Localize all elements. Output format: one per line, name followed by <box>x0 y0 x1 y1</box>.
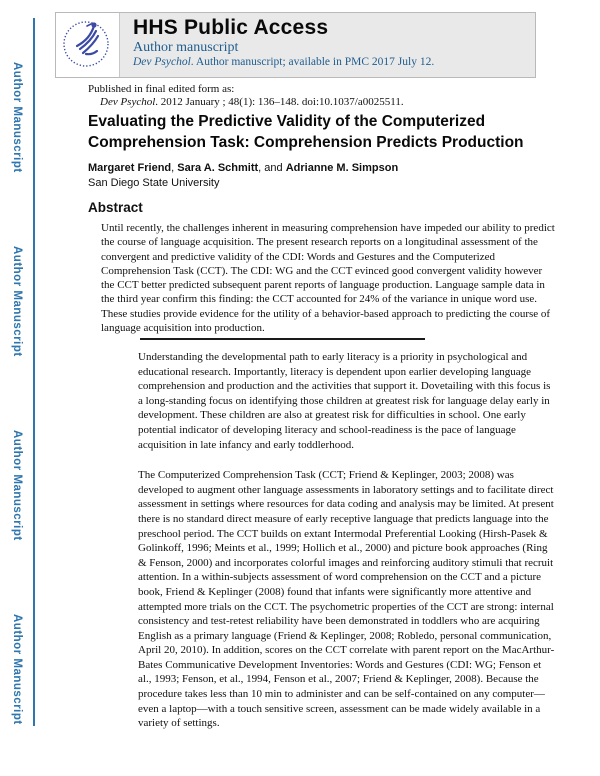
body-paragraph: Understanding the developmental path to early literacy is a priority in psychological and educational research. Importantly, literacy is dependent upon earlier developing language comprehension and production and the activities that support it. Dovetailing with this focus is a long-standing focus on identifying those children at greatest risk for language delay early in development. These children are also at greatest risk for difficulties in school. One early potential indicator of developing literacy and school-readiness is the pace of language acquisition in late infancy and early toddlerhood. <box>138 351 551 451</box>
header-subtitle: Author manuscript <box>133 40 239 55</box>
abstract-heading: Abstract <box>88 200 143 215</box>
author-name: Margaret Friend <box>88 162 172 174</box>
hhs-header-banner <box>55 12 536 78</box>
author-separator: , <box>171 162 178 174</box>
author-manuscript-watermark: Author Manuscript <box>11 614 23 725</box>
hhs-logo-box <box>56 13 120 77</box>
body-paragraph: The Computerized Comprehension Task (CCT; Friend & Keplinger, 2003; 2008) was developed to augment other language assessments in laboratory settings and to facilitate direct assessment in settings where resources for data coding and analysis may be limited. At present there is no standard direct measure of early receptive language that predicts language into the preschool period. The CCT builds on extant Intermodal Preferential Looking (Hirsh-Pasek & Golinkoff, 1996; Meints et al., 1999; Hollich et al., 2000) and picture book approaches (Ring & Fenson, 2000) and incorporates colorful images and reinforcing auditory stimuli that recruit attention. In a within-subjects assessment of word comprehension on the CCT and a picture book, Friend & Keplinger (2008) found that infants were significantly more attentive and attempted more trials on the CCT. The psychometric properties of the CCT are strong: internal consistency and test-retest reliability have been demonstrated in toddlers who are acquiring English as a primary language (Friend & Keplinger, 2008; Robledo, personal communication, April 20, 2010). In addition, scores on the CCT correlate with parent report on the MacArthur-Bates Communicative Development Inventories: Words and Gestures (CDI: WG; Fenson et al., 1993; Fenson, et al., 1994, Fenson et al., 2007; Friend & Keplinger, 2008). Because the procedure takes less than 10 min to administer and can be self-contained on any computer—even a laptop—with a touch sensitive screen, assessment can be made widely available in a variety of settings. <box>138 469 555 730</box>
published-in-label: Published in final edited form as: <box>88 83 235 95</box>
author-manuscript-watermark: Author Manuscript <box>11 246 23 357</box>
pmc-availability-link[interactable] <box>133 55 434 69</box>
journal-name[interactable]: Dev Psychol <box>133 56 191 68</box>
journal-name: Dev Psychol <box>100 96 156 108</box>
article-title: Evaluating the Predictive Validity of the Computerized Comprehension Task: Comprehension Predicts Production <box>88 113 524 151</box>
author-separator: , and <box>258 162 286 174</box>
abstract-text: Until recently, the challenges inherent in measuring comprehension have impeded our ability to predict the course of language acquisition. The present research reports on a longitudinal assessment of the convergent and predictive validity of the CDI: Words and Gestures and the Computerized Comprehension Task (CCT). The CDI: WG and the CCT evinced good convergent validity however the CCT better predicted subsequent parent reports of language production. Language sample data in the third year confirm this finding: the CCT accounted for 24% of the variance in unique word use. These studies provide evidence for the utility of a behavior-based approach to predicting the course of language acquisition into production. <box>101 222 555 335</box>
header-title: HHS Public Access <box>133 16 329 39</box>
author-manuscript-watermark: Author Manuscript <box>11 430 23 541</box>
journal-citation <box>100 96 404 108</box>
author-manuscript-watermark: Author Manuscript <box>11 62 23 173</box>
hhs-eagle-logo-icon <box>56 62 118 79</box>
abstract-divider-rule <box>140 338 425 340</box>
author-name: Sara A. Schmitt <box>177 162 259 174</box>
sidebar-divider-line <box>33 18 35 726</box>
author-affiliation: San Diego State University <box>88 177 220 189</box>
article-body <box>138 350 557 747</box>
citation-details: . 2012 January ; 48(1): 136–148. doi:10.1037/a0025511. <box>155 96 404 108</box>
availability-text[interactable]: . Author manuscript; available in PMC 2017 July 12. <box>190 56 435 68</box>
author-name: Adrianne M. Simpson <box>285 162 399 174</box>
author-list <box>88 162 558 174</box>
